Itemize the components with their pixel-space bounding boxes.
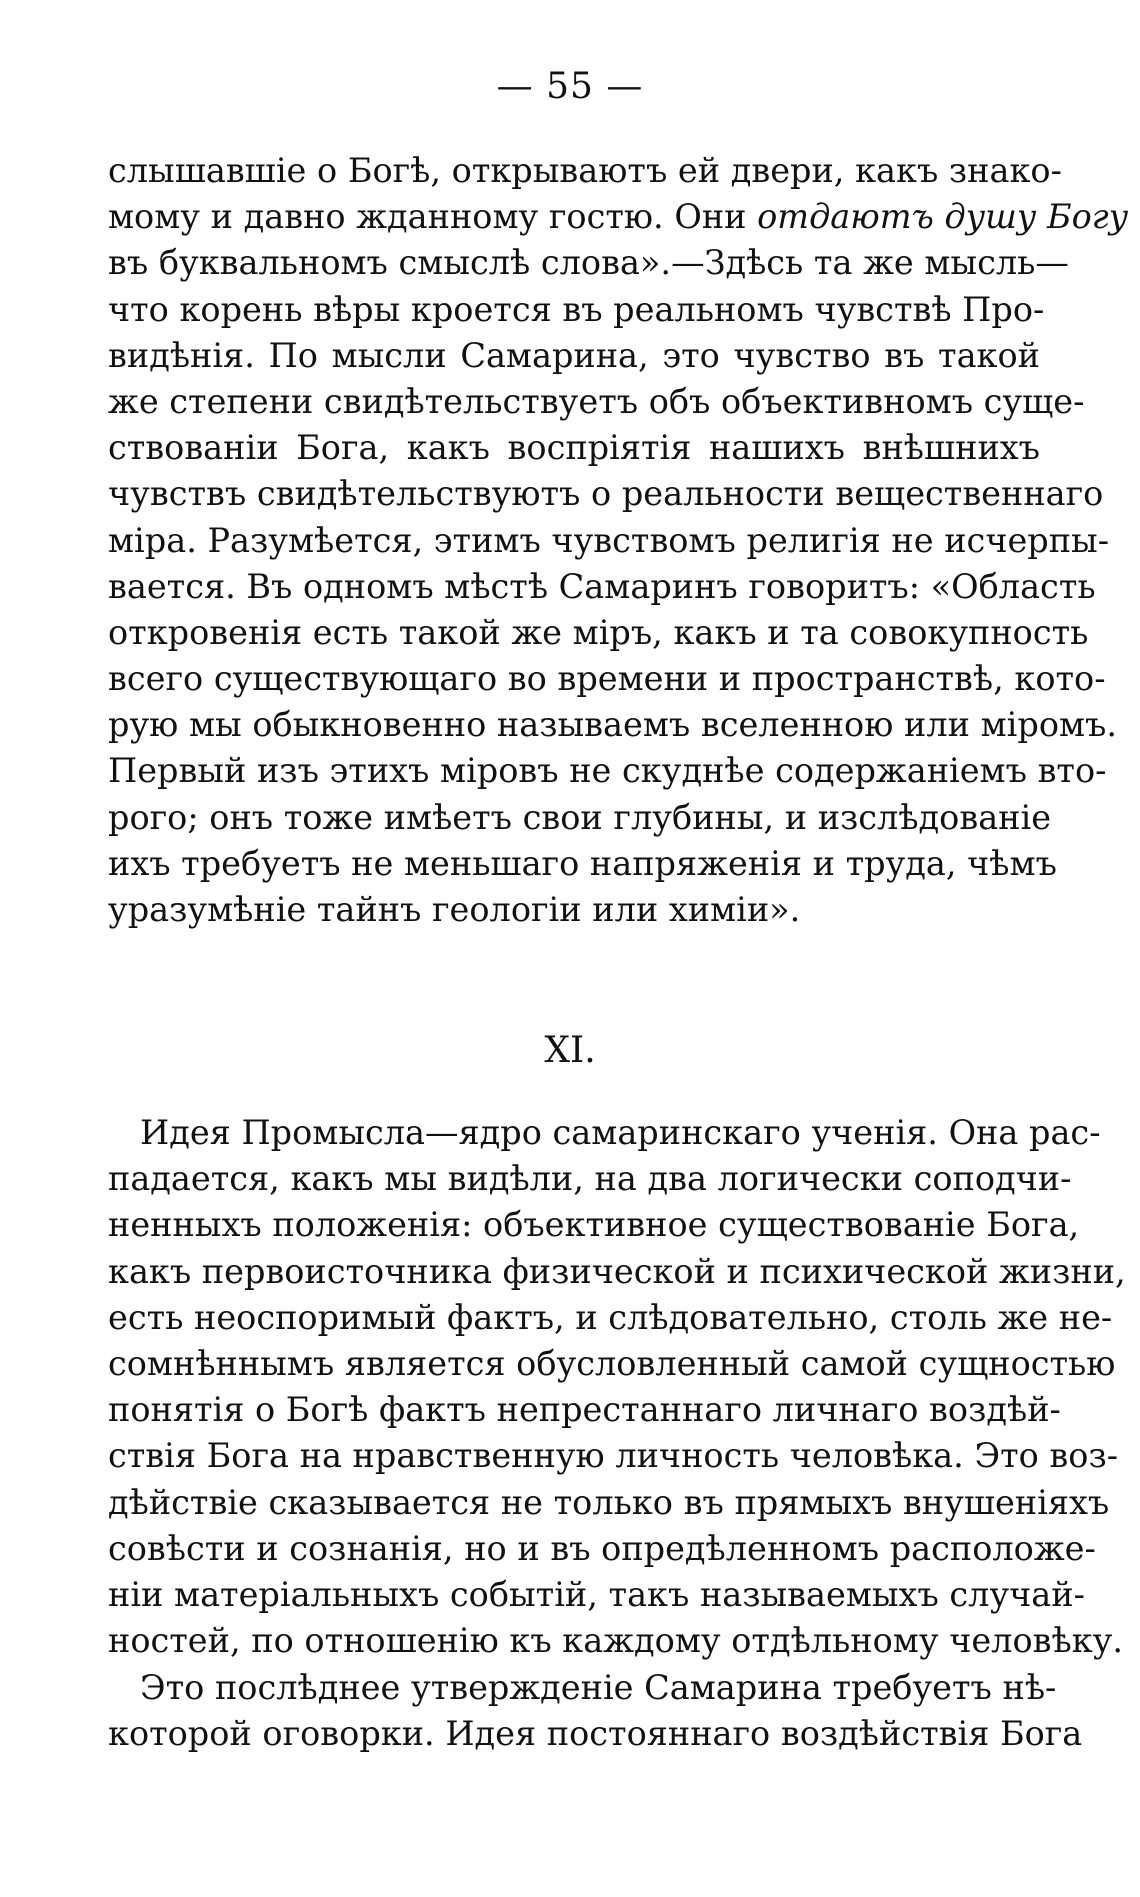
- text-line: Это послѣднее утвержденіе Самарина требуетъ нѣ-: [140, 1668, 1057, 1707]
- text-line: Первый изъ этихъ міровъ не скуднѣе содержаніемъ вто-: [108, 751, 1107, 791]
- text-line: міра. Разумѣется, этимъ чувствомъ религія не исчерпы-: [108, 520, 1110, 560]
- italic-phrase: отдаютъ душу Богу: [757, 197, 1129, 237]
- text-line: ностей, по отношенію къ каждому отдѣльному человѣку.: [108, 1621, 1123, 1661]
- text-line: дѣйствіе сказывается не только въ прямыхъ внушеніяхъ: [108, 1482, 1110, 1522]
- text-line: [108, 194, 1129, 240]
- text-line: сомнѣннымъ является обусловленный самой сущностью: [108, 1343, 1116, 1383]
- text-line-start: мому и давно жданному гостю. Они: [108, 197, 758, 237]
- text-line: ихъ требуетъ не меньшаго напряженія и труда, чѣмъ: [108, 843, 1057, 883]
- text-line: есть неоспоримый фактъ, и слѣдовательно, столь же не-: [108, 1297, 1113, 1337]
- text-line: какъ первоисточника физической и психической жизни,: [108, 1251, 1126, 1291]
- text-line: уразумѣніе тайнъ геологіи или химіи».: [108, 890, 801, 929]
- text-line: же степени свидѣтельствуетъ объ объективномъ суще-: [108, 381, 1085, 421]
- top-paragraph: [108, 148, 1129, 933]
- text-line: откровенія есть такой же міръ, какъ и та совокупность: [108, 612, 1089, 652]
- text-line: которой оговорки. Идея постояннаго воздѣйствія Бога: [108, 1714, 1083, 1754]
- text-line: Идея Промысла—ядро самаринскаго ученія. Она рас-: [140, 1113, 1101, 1152]
- text-line: рого; онъ тоже имѣетъ свои глубины, и изслѣдованіе: [108, 797, 1052, 837]
- section-heading: XI.: [544, 1030, 596, 1071]
- text-line: совѣсти и сознанія, но и въ опредѣленномъ расположе-: [108, 1528, 1096, 1568]
- page-number: — 55 —: [496, 66, 644, 107]
- text-line: рую мы обыкновенно называемъ вселенною или міромъ.: [108, 705, 1118, 745]
- text-line: слышавшіе о Богѣ, открываютъ ей двери, какъ знако-: [108, 151, 1062, 190]
- text-line: ніи матеріальныхъ событій, такъ называемыхъ случай-: [108, 1574, 1085, 1614]
- text-line: видѣнія. По мысли Самарина, это чувство въ такой: [108, 335, 1040, 375]
- text-line: чувствъ свидѣтельствуютъ о реальности вещественнаго: [108, 474, 1104, 514]
- section-paragraph-2: [108, 1665, 1083, 1757]
- text-line: вается. Въ одномъ мѣстѣ Самаринъ говоритъ: «Область: [108, 566, 1096, 606]
- text-line: понятія о Богѣ фактъ непрестаннаго личнаго воздѣй-: [108, 1390, 1061, 1430]
- text-line: ствія Бога на нравственную личность человѣка. Это воз-: [108, 1436, 1119, 1476]
- text-line: что корень вѣры кроется въ реальномъ чувствѣ Про-: [108, 289, 1045, 329]
- text-line: всего существующаго во времени и пространствѣ, кото-: [108, 659, 1106, 699]
- text-line: ствованіи Бога, какъ воспріятія нашихъ внѣшнихъ: [108, 428, 1040, 468]
- text-line: падается, какъ мы видѣли, на два логически соподчи-: [108, 1159, 1072, 1199]
- text-line: ненныхъ положенія: объективное существованіе Бога,: [108, 1205, 1080, 1245]
- text-line: въ буквальномъ смыслѣ слова».—Здѣсь та же мысль—: [108, 243, 1069, 283]
- section-paragraph-1: [108, 1110, 1126, 1664]
